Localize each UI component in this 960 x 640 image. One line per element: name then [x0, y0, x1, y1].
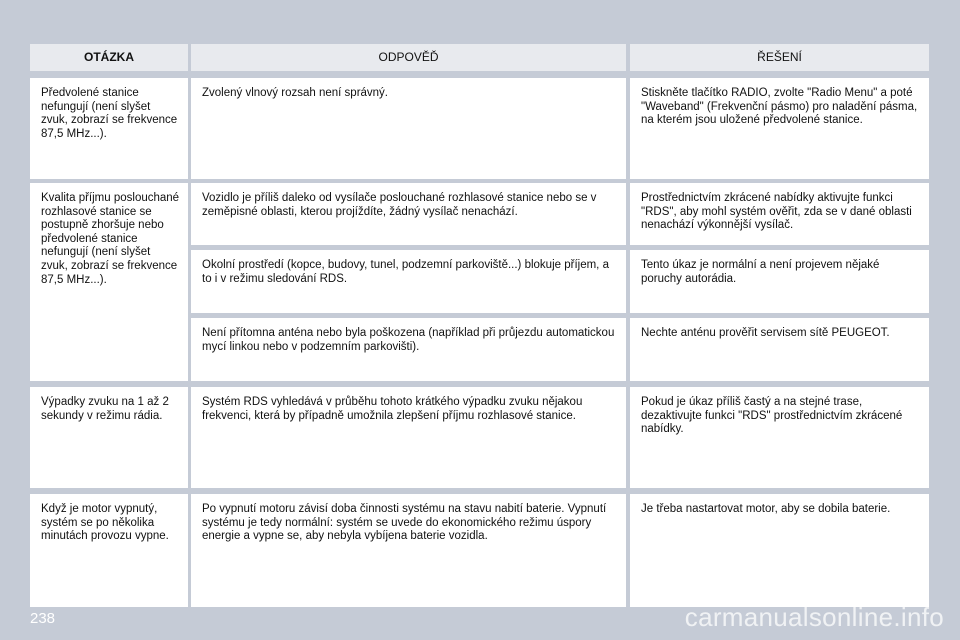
answer-cell: Zvolený vlnový rozsah není správný. [191, 78, 626, 179]
answer-cell: Okolní prostředí (kopce, budovy, tunel, podzemní parkoviště...) blokuje příjem, a to i v režimu sledování RDS. [191, 250, 626, 313]
question-cell: Předvolené stanice nefungují (není slyšet zvuk, zobrazí se frekvence 87,5 MHz...). [30, 78, 188, 179]
solution-cell: Pokud je úkaz příliš častý a na stejné trase, dezaktivujte funkci "RDS" prostřednictvím zkrácené nabídky. [630, 387, 929, 488]
header-question: OTÁZKA [30, 44, 188, 71]
question-cell: Když je motor vypnutý, systém se po několika minutách provozu vypne. [30, 494, 188, 607]
header-answer: ODPOVĚĎ [191, 44, 626, 71]
solution-cell: Prostřednictvím zkrácené nabídky aktivujte funkci "RDS", aby mohl systém ověřit, zda se v dané oblasti nenachází výkonnější vysílač. [630, 183, 929, 245]
answer-cell: Systém RDS vyhledává v průběhu tohoto krátkého výpadku zvuku nějakou frekvenci, která by případně umožnila zlepšení příjmu rozhlasové stanice. [191, 387, 626, 488]
answer-cell: Není přítomna anténa nebo byla poškozena (například při průjezdu automatickou mycí linkou nebo v podzemním parkovišti). [191, 318, 626, 381]
solution-cell: Stiskněte tlačítko RADIO, zvolte "Radio Menu" a poté "Waveband" (Frekvenční pásmo) pro naladění pásma, na kterém jsou uložené předvolené stanice. [630, 78, 929, 179]
answer-cell: Vozidlo je příliš daleko od vysílače poslouchané rozhlasové stanice nebo se v zeměpisné oblasti, kterou projíždíte, žádný vysílač nenachází. [191, 183, 626, 245]
question-cell: Kvalita příjmu poslouchané rozhlasové stanice se postupně zhoršuje nebo předvolené stanice nefungují (není slyšet zvuk, zobrazí se frekvence 87,5 MHz...). [30, 183, 188, 381]
page-number: 238 [30, 610, 56, 627]
watermark: carmanualsonline.info [684, 602, 944, 632]
question-cell: Výpadky zvuku na 1 až 2 sekundy v režimu rádia. [30, 387, 188, 488]
answer-cell: Po vypnutí motoru závisí doba činnosti systému na stavu nabití baterie. Vypnutí systému je tedy normální: systém se uvede do ekonomického režimu úspory energie a vypne se, aby nebyla vybíjena baterie vozidla. [191, 494, 626, 607]
solution-cell: Tento úkaz je normální a není projevem nějaké poruchy autorádia. [630, 250, 929, 313]
solution-cell: Nechte anténu prověřit servisem sítě PEUGEOT. [630, 318, 929, 381]
header-solution: ŘEŠENÍ [630, 44, 929, 71]
solution-cell: Je třeba nastartovat motor, aby se dobila baterie. [630, 494, 929, 607]
